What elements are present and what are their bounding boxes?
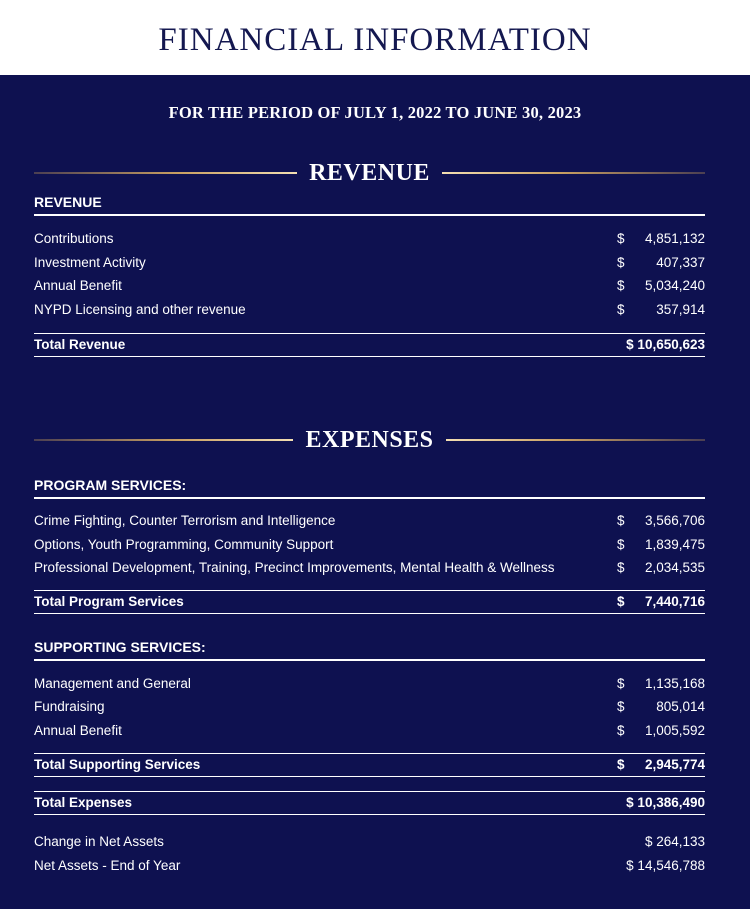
- row-amount: $ 264,133: [644, 834, 705, 849]
- row-amount: 1,135,168: [644, 676, 705, 691]
- title-band: [0, 0, 750, 75]
- revenue-banner: [34, 158, 705, 188]
- row-amount: 1,005,592: [644, 723, 705, 738]
- financial-panel: [0, 75, 750, 909]
- row-label: Options, Youth Programming, Community Support: [34, 537, 334, 552]
- program-services-heading: PROGRAM SERVICES:: [34, 477, 705, 499]
- row-label: Crime Fighting, Counter Terrorism and Intelligence: [34, 513, 336, 528]
- period-subtitle: FOR THE PERIOD OF JULY 1, 2022 TO JUNE 30, 2023: [168, 103, 582, 122]
- row-label: Fundraising: [34, 699, 105, 714]
- page-title: FINANCIAL INFORMATION: [158, 22, 592, 58]
- total-label: Total Revenue: [34, 337, 126, 352]
- currency-sign: $: [617, 278, 625, 293]
- expenses-banner-label: EXPENSES: [305, 426, 434, 453]
- program-row: [34, 511, 705, 531]
- revenue-row: [34, 253, 705, 273]
- revenue-row: [34, 300, 705, 320]
- currency-sign: $: [617, 699, 625, 714]
- currency-sign: $: [617, 560, 625, 575]
- row-label: Contributions: [34, 231, 114, 246]
- row-amount: $ 14,546,788: [626, 858, 705, 873]
- total-amount: 7,440,716: [644, 594, 705, 609]
- row-amount: 805,014: [656, 699, 705, 714]
- total-program-services-row: [34, 590, 705, 614]
- total-label: Total Supporting Services: [34, 757, 201, 772]
- total-amount: 2,945,774: [644, 757, 705, 772]
- row-amount: 2,034,535: [644, 560, 705, 575]
- program-row: [34, 535, 705, 555]
- currency-sign: $: [617, 676, 625, 691]
- revenue-row: [34, 276, 705, 296]
- gold-divider-right: [446, 439, 705, 441]
- currency-sign: $: [617, 757, 625, 772]
- program-row: [34, 558, 705, 578]
- currency-sign: $: [617, 513, 625, 528]
- row-amount: 1,839,475: [644, 537, 705, 552]
- currency-sign: $: [617, 594, 625, 609]
- total-amount: $ 10,386,490: [626, 795, 705, 810]
- supporting-row: [34, 697, 705, 717]
- revenue-banner-label: REVENUE: [309, 159, 430, 186]
- row-amount: 4,851,132: [644, 231, 705, 246]
- row-label: Change in Net Assets: [34, 834, 164, 849]
- net-assets-row: [34, 832, 705, 852]
- supporting-row: [34, 674, 705, 694]
- currency-sign: $: [617, 255, 625, 270]
- total-revenue-row: [34, 333, 705, 357]
- total-amount: $ 10,650,623: [626, 337, 705, 352]
- total-label: Total Program Services: [34, 594, 184, 609]
- gold-divider-right: [442, 172, 705, 174]
- row-label: Management and General: [34, 676, 191, 691]
- row-amount: 3,566,706: [644, 513, 705, 528]
- row-amount: 5,034,240: [644, 278, 705, 293]
- revenue-heading: REVENUE: [34, 194, 705, 216]
- total-supporting-services-row: [34, 753, 705, 777]
- row-label: Annual Benefit: [34, 278, 122, 293]
- currency-sign: $: [617, 537, 625, 552]
- net-assets-row: [34, 856, 705, 876]
- row-label: NYPD Licensing and other revenue: [34, 302, 246, 317]
- gold-divider-left: [34, 172, 297, 174]
- total-expenses-row: [34, 791, 705, 815]
- total-label: Total Expenses: [34, 795, 133, 810]
- supporting-row: [34, 721, 705, 741]
- revenue-row: [34, 229, 705, 249]
- row-label: Net Assets - End of Year: [34, 858, 181, 873]
- currency-sign: $: [617, 231, 625, 246]
- row-label: Annual Benefit: [34, 723, 122, 738]
- currency-sign: $: [617, 302, 625, 317]
- gold-divider-left: [34, 439, 293, 441]
- currency-sign: $: [617, 723, 625, 738]
- row-label: Professional Development, Training, Precinct Improvements, Mental Health & Wellness: [34, 560, 555, 575]
- row-amount: 357,914: [656, 302, 705, 317]
- row-amount: 407,337: [656, 255, 705, 270]
- row-label: Investment Activity: [34, 255, 146, 270]
- expenses-banner: [34, 425, 705, 455]
- supporting-services-heading: SUPPORTING SERVICES:: [34, 639, 705, 661]
